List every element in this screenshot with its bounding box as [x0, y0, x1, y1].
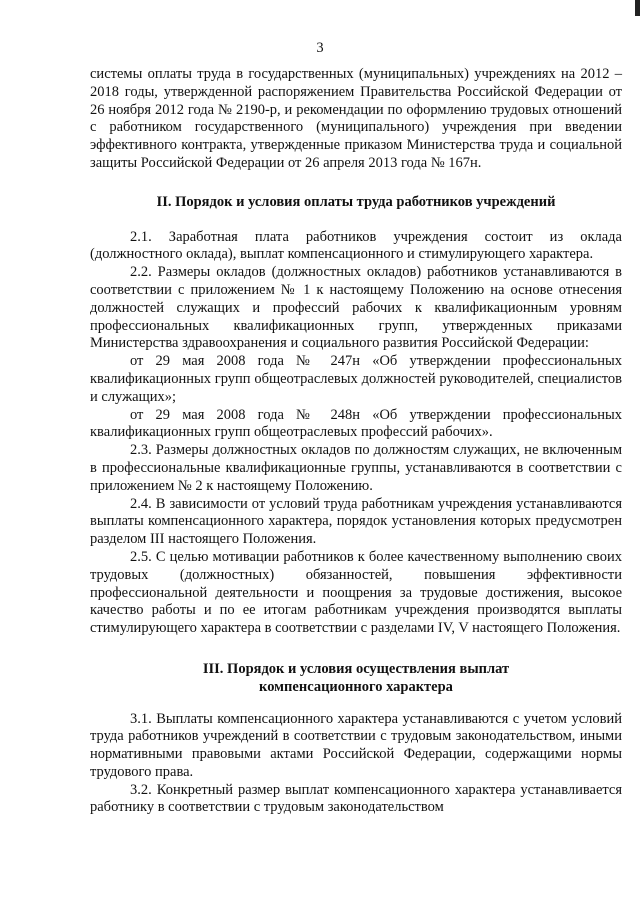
- document-body: [90, 66, 622, 817]
- paragraph-2-5: 2.5. С целью мотивации работников к более качественному выполнению своих трудовых (должностных) обязанностей, повышения эффективности профессиональной деятельности и поощрения за трудовые достижения, высокое качество работы и по ее итогам работникам учреждения производятся выплаты стимулирующего характера в соответствии с разделами IV, V настоящего Положения.: [90, 548, 622, 637]
- paragraph-3-1: 3.1. Выплаты компенсационного характера устанавливаются с учетом условий труда работников учреждений в соответствии с трудовым законодательством, иными нормативными правовыми актами Российской Федерации, содержащими нормы трудового права.: [90, 710, 622, 780]
- paragraph-2-3: 2.3. Размеры должностных окладов по должностям служащих, не включенным в профессиональные квалификационные группы, устанавливаются в соответствии с приложением № 2 к настоящему Положению.: [90, 442, 622, 494]
- paragraph-2-2-order-248n: от 29 мая 2008 года № 248н «Об утверждении профессиональных квалификационных групп общеотраслевых профессий рабочих».: [90, 406, 622, 441]
- section-3-heading-line-2: компенсационного характера: [259, 678, 453, 695]
- paragraph-2-4: 2.4. В зависимости от условий труда работникам учреждения устанавливаются выплаты компенсационного характера, порядок установления которых предусмотрен разделом III настоящего Положения.: [90, 495, 622, 548]
- paragraph-2-1: 2.1. Заработная плата работников учреждения состоит из оклада (должностного оклада), выплат компенсационного и стимулирующего характера.: [90, 228, 622, 263]
- paragraph-3-2: 3.2. Конкретный размер выплат компенсационного характера устанавливается работнику в соответствии с трудовым законодательством: [90, 781, 622, 816]
- intro-paragraph: системы оплаты труда в государственных (муниципальных) учреждениях на 2012 – 2018 годы, утвержденной распоряжением Правительства Российской Федерации от 26 ноября 2012 года № 2190-р, и рекомендации по оформлению трудовых отношений с работником государственного (муниципального) учреждения при введении эффективного контракта, утвержденные приказом Министерства труда и социальной защиты Российской Федерации от 26 апреля 2013 года № 167н.: [90, 66, 622, 171]
- section-3-heading-line-1: III. Порядок и условия осуществления выплат: [202, 660, 510, 677]
- scan-edge-mark: [635, 0, 640, 16]
- paragraph-2-2: 2.2. Размеры окладов (должностных окладов) работников устанавливаются в соответствии с приложением № 1 к настоящему Положению на основе отнесения должностей служащих и профессий рабочих к квалификационным уровням профессиональных квалификационных групп, утвержденных приказами Министерства здравоохранения и социального развития Российской Федерации:: [90, 264, 622, 352]
- paragraph-2-2-order-247n: от 29 мая 2008 года № 247н «Об утверждении профессиональных квалификационных групп общеотраслевых должностей руководителей, специалистов и служащих»;: [90, 353, 622, 405]
- section-2-heading: II. Порядок и условия оплаты труда работников учреждений: [156, 193, 556, 210]
- page-number: 3: [316, 40, 324, 56]
